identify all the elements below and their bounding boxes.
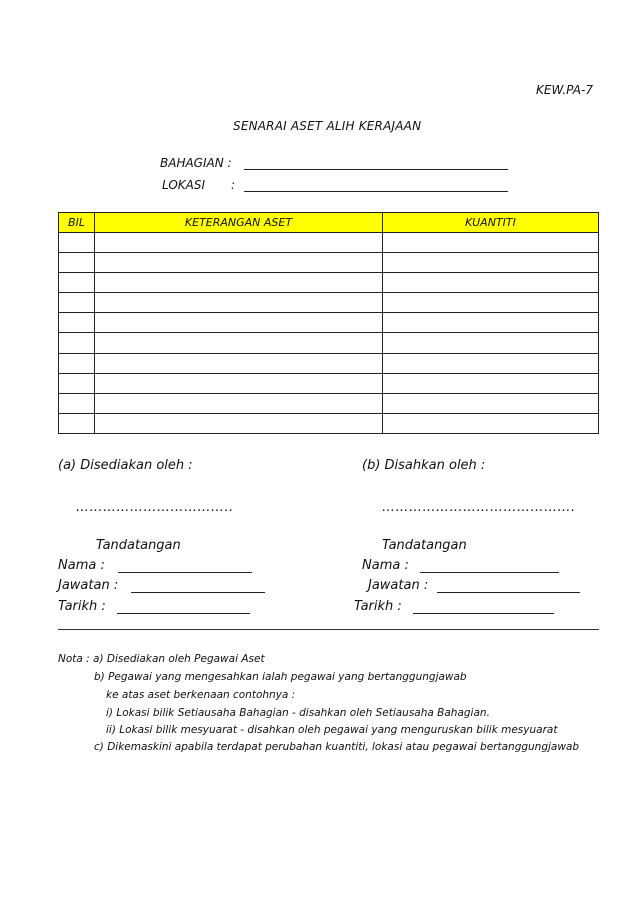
approved-jawatan-field[interactable]: [437, 592, 580, 593]
asset-table: [58, 212, 599, 434]
form-code: KEW.PA-7: [536, 83, 593, 97]
approved-tarikh-label: Tarikh :: [354, 599, 402, 614]
note-line-5: ii) Lokasi bilik mesyuarat - disahkan oleh pegawai yang menguruskan bilik mesyuarat: [106, 724, 558, 736]
table-row: [59, 393, 599, 413]
approved-tarikh-field[interactable]: [413, 613, 554, 614]
table-row: [59, 333, 599, 353]
table-row: [59, 353, 599, 373]
bahagian-field[interactable]: [244, 169, 508, 170]
lokasi-colon: :: [231, 178, 236, 192]
cell-bil[interactable]: [59, 233, 95, 253]
cell-kuantiti[interactable]: [383, 313, 599, 333]
cell-keterangan[interactable]: [95, 233, 383, 253]
approved-nama-field[interactable]: [420, 572, 559, 573]
prepared-tarikh-field[interactable]: [117, 613, 250, 614]
cell-keterangan[interactable]: [95, 293, 383, 313]
table-header-row: [59, 213, 599, 233]
approved-jawatan-label: Jawatan :: [368, 578, 429, 593]
cell-kuantiti[interactable]: [383, 233, 599, 253]
table-row: [59, 273, 599, 293]
lokasi-field[interactable]: [244, 191, 508, 192]
approved-by-heading: (b) Disahkan oleh :: [362, 458, 486, 473]
cell-kuantiti[interactable]: [383, 333, 599, 353]
approved-nama-label: Nama :: [362, 558, 409, 573]
cell-keterangan[interactable]: [95, 253, 383, 273]
column-header-kuantiti: KUANTITI: [383, 213, 599, 233]
cell-keterangan[interactable]: [95, 273, 383, 293]
cell-kuantiti[interactable]: [383, 393, 599, 413]
cell-bil[interactable]: [59, 373, 95, 393]
prepared-by-heading: (a) Disediakan oleh :: [58, 458, 193, 473]
lokasi-label: LOKASI: [162, 178, 205, 192]
cell-kuantiti[interactable]: [383, 273, 599, 293]
cell-keterangan[interactable]: [95, 333, 383, 353]
cell-kuantiti[interactable]: [383, 293, 599, 313]
note-line-2: b) Pegawai yang mengesahkan ialah pegawai yang bertanggungjawab: [94, 671, 467, 683]
approved-signature-line[interactable]: …………………………………….: [382, 500, 576, 515]
table-row: [59, 293, 599, 313]
prepared-nama-label: Nama :: [58, 558, 105, 573]
note-line-3: ke atas aset berkenaan contohnya :: [106, 689, 296, 701]
cell-kuantiti[interactable]: [383, 353, 599, 373]
cell-bil[interactable]: [59, 253, 95, 273]
table-row: [59, 253, 599, 273]
cell-kuantiti[interactable]: [383, 373, 599, 393]
cell-bil[interactable]: [59, 393, 95, 413]
column-header-bil: BIL: [59, 213, 95, 233]
cell-bil[interactable]: [59, 313, 95, 333]
prepared-nama-field[interactable]: [118, 572, 252, 573]
cell-kuantiti[interactable]: [383, 253, 599, 273]
table-row: [59, 413, 599, 433]
prepared-jawatan-field[interactable]: [131, 592, 265, 593]
cell-bil[interactable]: [59, 353, 95, 373]
prepared-signature-line[interactable]: ……………………………..: [76, 500, 234, 515]
prepared-tarikh-label: Tarikh :: [58, 599, 106, 614]
cell-keterangan[interactable]: [95, 313, 383, 333]
bahagian-label: BAHAGIAN :: [160, 156, 232, 170]
prepared-signature-label: Tandatangan: [96, 538, 181, 553]
cell-bil[interactable]: [59, 413, 95, 433]
cell-bil[interactable]: [59, 293, 95, 313]
table-row: [59, 373, 599, 393]
cell-keterangan[interactable]: [95, 373, 383, 393]
cell-bil[interactable]: [59, 333, 95, 353]
cell-keterangan[interactable]: [95, 413, 383, 433]
cell-kuantiti[interactable]: [383, 413, 599, 433]
cell-bil[interactable]: [59, 273, 95, 293]
table-row: [59, 233, 599, 253]
section-divider: [58, 629, 599, 630]
column-header-keterangan: KETERANGAN ASET: [95, 213, 383, 233]
note-line-6: c) Dikemaskini apabila terdapat perubahan kuantiti, lokasi atau pegawai bertanggungjawab: [94, 741, 580, 753]
note-line-1: Nota : a) Disediakan oleh Pegawai Aset: [58, 653, 265, 665]
document-title: SENARAI ASET ALIH KERAJAAN: [233, 119, 422, 133]
table-row: [59, 313, 599, 333]
prepared-jawatan-label: Jawatan :: [58, 578, 119, 593]
approved-signature-label: Tandatangan: [382, 538, 467, 553]
note-line-4: i) Lokasi bilik Setiausaha Bahagian - disahkan oleh Setiausaha Bahagian.: [106, 707, 490, 719]
cell-keterangan[interactable]: [95, 393, 383, 413]
cell-keterangan[interactable]: [95, 353, 383, 373]
